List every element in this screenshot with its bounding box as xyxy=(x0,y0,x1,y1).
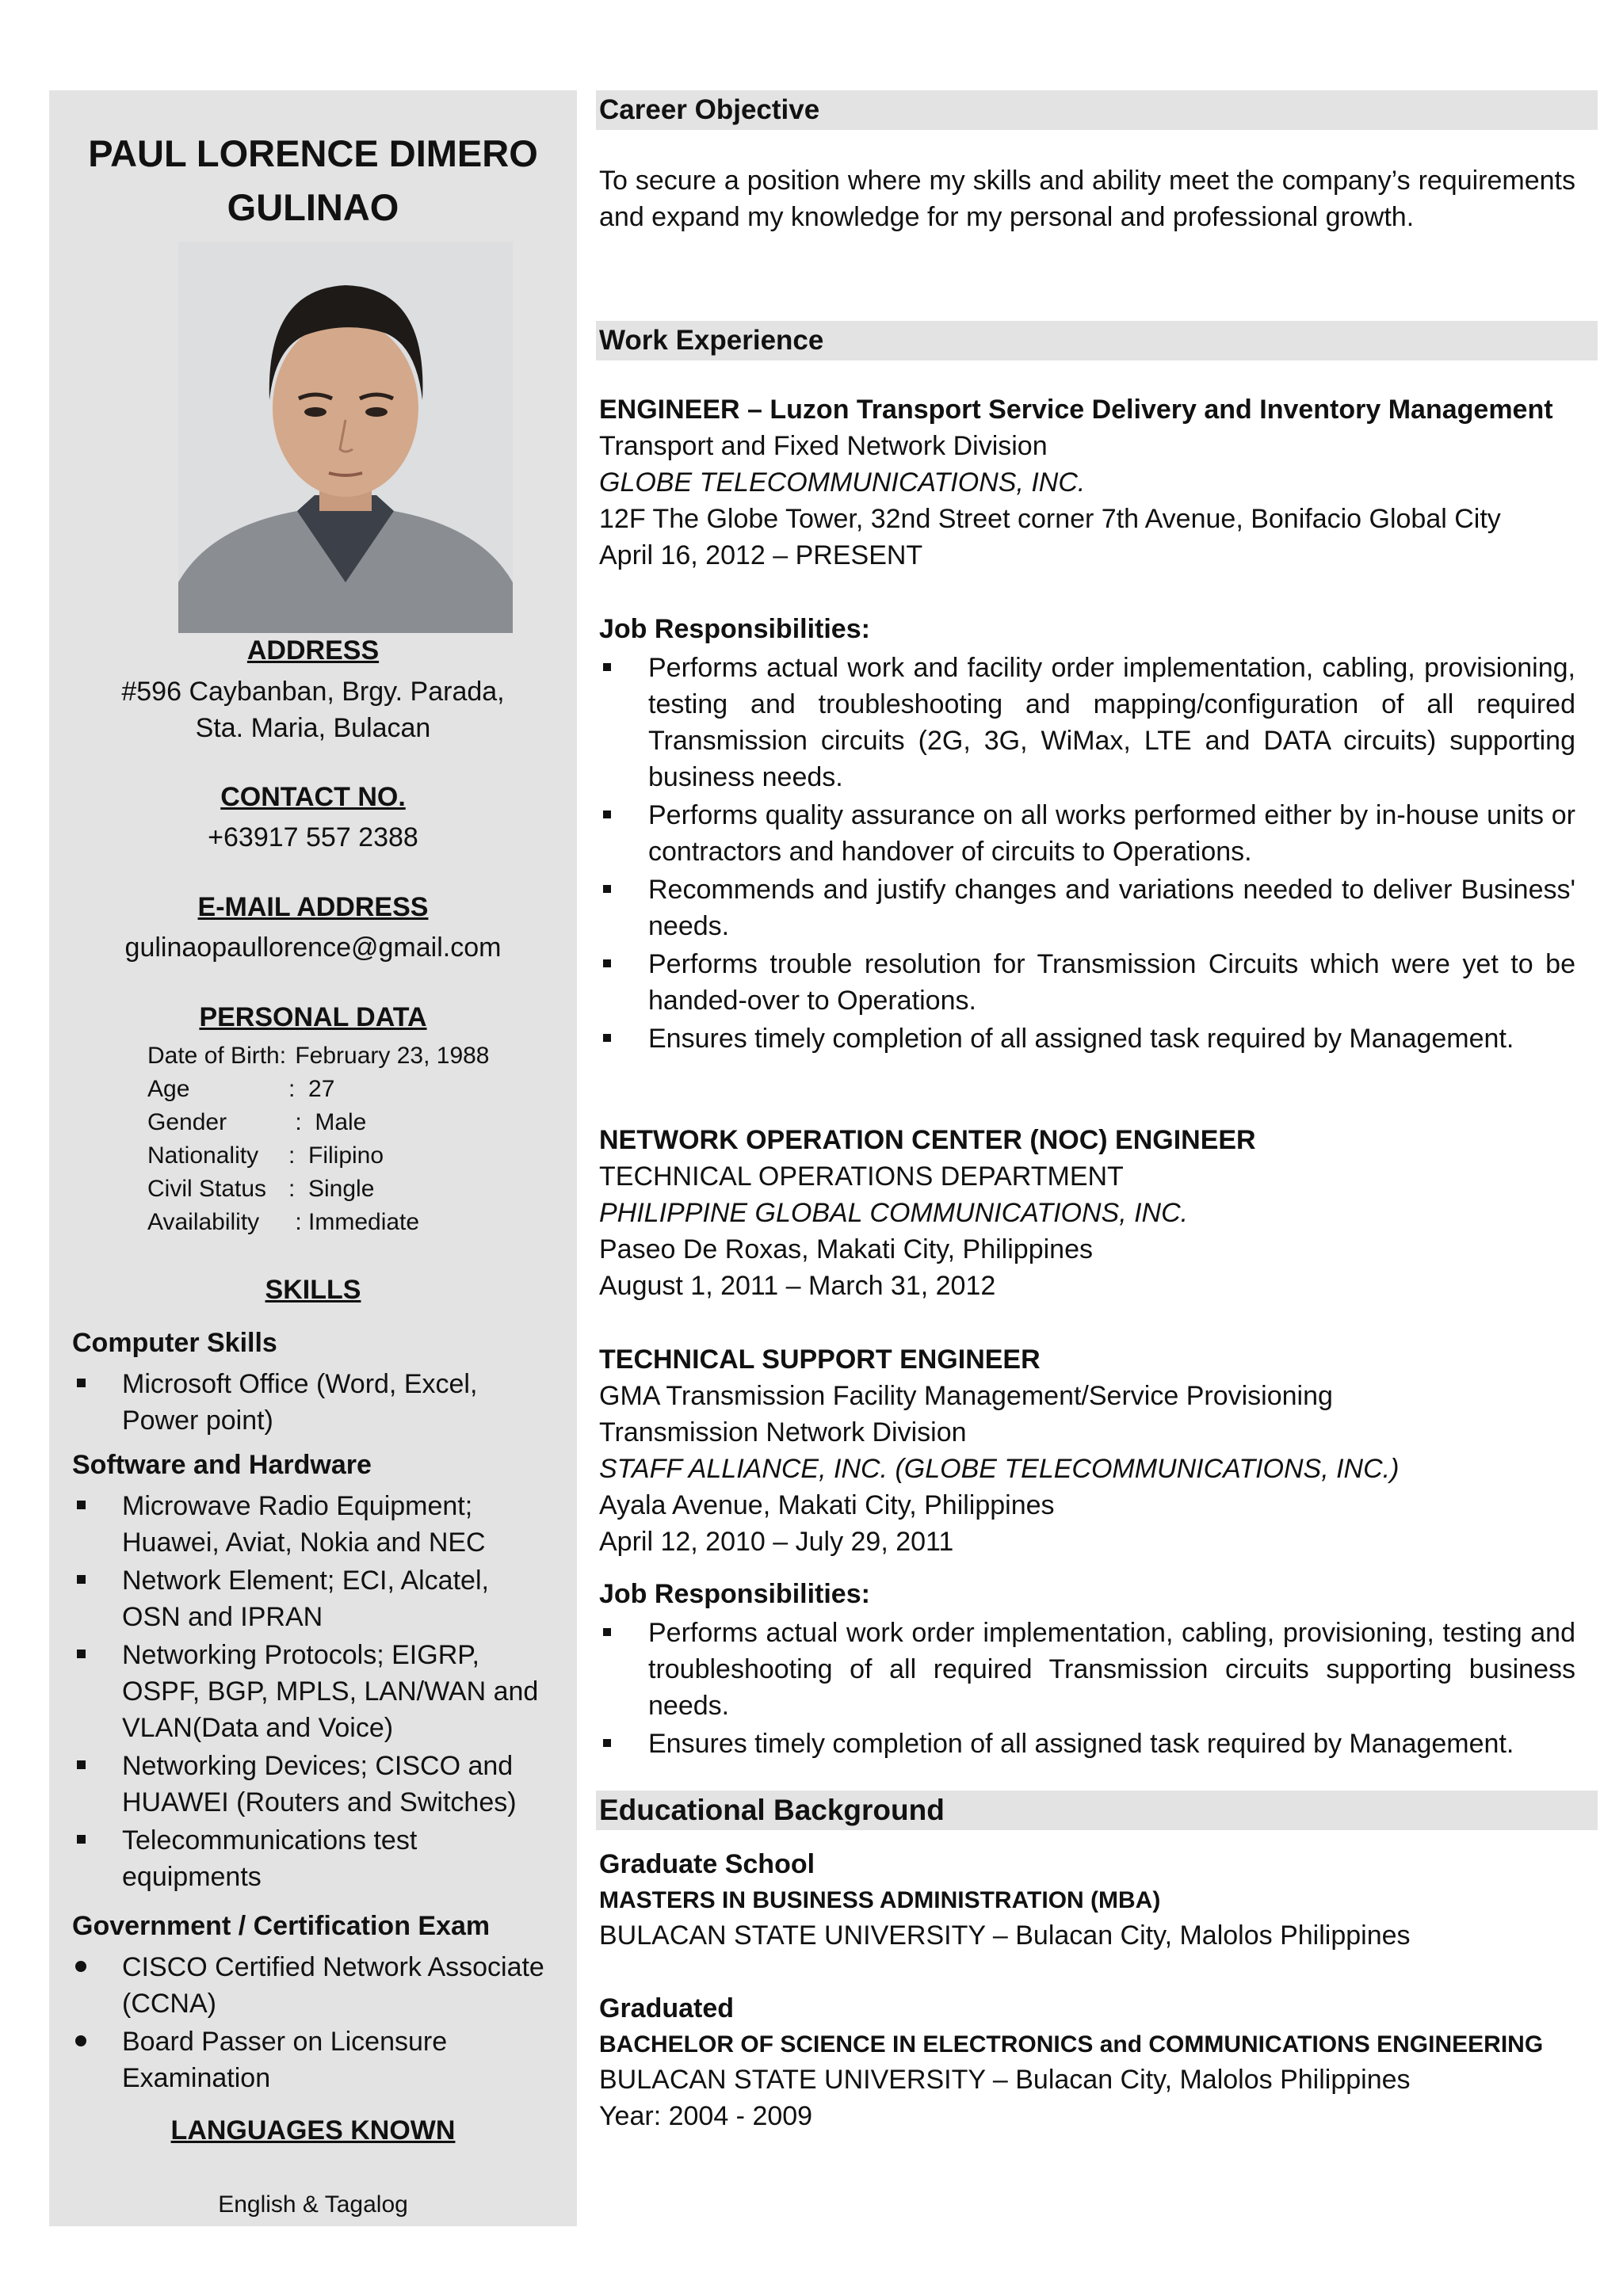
square-bullet-icon xyxy=(603,1739,611,1747)
job1-address: 12F The Globe Tower, 32nd Street corner 7th Avenue, Bonifacio Global City xyxy=(599,504,1501,534)
job3-responsibilities xyxy=(599,1615,1575,1764)
email-heading: E-MAIL ADDRESS xyxy=(197,892,429,922)
college-heading: Graduated xyxy=(599,1993,735,2023)
college-year: Year: 2004 - 2009 xyxy=(599,2101,813,2131)
job1-dates: April 16, 2012 – PRESENT xyxy=(599,540,923,570)
square-bullet-icon xyxy=(77,1379,86,1387)
contact-value: +63917 557 2388 xyxy=(208,822,418,852)
job3-title: TECHNICAL SUPPORT ENGINEER xyxy=(599,1344,1041,1375)
list-item: Network Element; ECI, Alcatel, OSN and IPRAN xyxy=(72,1562,548,1635)
software-hardware-list xyxy=(72,1488,548,1897)
profile-photo xyxy=(178,242,513,633)
job3-responsibilities-heading: Job Responsibilities: xyxy=(599,1579,870,1609)
grad-school-name: BULACAN STATE UNIVERSITY – Bulacan City, Malolos Philippines xyxy=(599,1920,1411,1951)
computer-skills-list xyxy=(72,1366,548,1440)
pd-value: : Immediate xyxy=(288,1209,420,1235)
applicant-name: PAUL LORENCE DIMERO GULINAO xyxy=(88,132,538,228)
job1-responsibilities xyxy=(599,650,1575,1058)
certification-list xyxy=(72,1949,548,2098)
list-item: Microwave Radio Equipment; Huawei, Aviat, Nokia and NEC xyxy=(72,1488,548,1561)
email-value: gulinaopaullorence@gmail.com xyxy=(124,933,502,963)
list-item: CISCO Certified Network Associate (CCNA) xyxy=(72,1949,548,2022)
list-item: Performs actual work order implementation, cabling, provisioning, testing and troubleshooting of all required Transmission circuits supporting business needs. xyxy=(599,1615,1575,1724)
square-bullet-icon xyxy=(77,1835,86,1844)
grad-school-heading: Graduate School xyxy=(599,1849,815,1879)
pd-row-nationality xyxy=(147,1139,384,1173)
certification-heading: Government / Certification Exam xyxy=(72,1911,491,1941)
work-experience-heading: Work Experience xyxy=(596,321,1598,360)
job3-dates: April 12, 2010 – July 29, 2011 xyxy=(599,1527,954,1557)
skills-heading: SKILLS xyxy=(265,1275,361,1305)
list-item: Ensures timely completion of all assigned task required by Management. xyxy=(599,1020,1575,1057)
pd-label: Civil Status xyxy=(147,1176,267,1202)
list-item: Networking Protocols; EIGRP, OSPF, BGP, MPLS, LAN/WAN and VLAN(Data and Voice) xyxy=(72,1637,548,1746)
round-bullet-icon xyxy=(75,1961,86,1972)
languages-heading: LANGUAGES KNOWN xyxy=(170,2115,456,2145)
pd-label: Nationality xyxy=(147,1142,259,1169)
grad-degree: MASTERS IN BUSINESS ADMINISTRATION (MBA) xyxy=(599,1887,1161,1913)
pd-value: : Filipino xyxy=(288,1142,384,1169)
job1-title: ENGINEER – Luzon Transport Service Delivery and Inventory Management xyxy=(599,395,1553,425)
square-bullet-icon xyxy=(77,1760,86,1769)
square-bullet-icon xyxy=(603,1034,611,1042)
list-item: Microsoft Office (Word, Excel, Power point) xyxy=(72,1366,548,1439)
pd-value: : Single xyxy=(288,1176,375,1202)
list-item: Telecommunications test equipments xyxy=(72,1822,548,1895)
college-school-name: BULACAN STATE UNIVERSITY – Bulacan City, Malolos Philippines xyxy=(599,2065,1411,2095)
square-bullet-icon xyxy=(603,959,611,967)
software-hardware-heading: Software and Hardware xyxy=(72,1450,372,1480)
computer-skills-heading: Computer Skills xyxy=(72,1328,277,1358)
career-objective-text: To secure a position where my skills and ability meet the company’s requirements and expand my knowledge for my personal and professional growth. xyxy=(599,166,1575,232)
job3-address: Ayala Avenue, Makati City, Philippines xyxy=(599,1490,1055,1520)
job2-address: Paseo De Roxas, Makati City, Philippines xyxy=(599,1234,1093,1264)
pd-label: Availability xyxy=(147,1209,260,1235)
contact-heading: CONTACT NO. xyxy=(220,782,406,812)
square-bullet-icon xyxy=(603,1628,611,1636)
pd-row-availability xyxy=(147,1206,419,1239)
pd-label: Gender xyxy=(147,1109,227,1135)
pd-label: Date of Birth: xyxy=(147,1043,287,1069)
job1-division: Transport and Fixed Network Division xyxy=(599,431,1048,461)
pd-row-gender xyxy=(147,1106,366,1139)
list-item: Networking Devices; CISCO and HUAWEI (Routers and Switches) xyxy=(72,1748,548,1821)
list-item: Performs trouble resolution for Transmission Circuits which were yet to be handed-over to Operations. xyxy=(599,946,1575,1019)
job3-division: Transmission Network Division xyxy=(599,1417,967,1447)
pd-value: : 27 xyxy=(288,1076,335,1102)
pd-value: : Male xyxy=(288,1109,367,1135)
list-item: Ensures timely completion of all assigned task required by Management. xyxy=(599,1726,1575,1762)
job1-company: GLOBE TELECOMMUNICATIONS, INC. xyxy=(599,467,1086,498)
list-item: Recommends and justify changes and variations needed to deliver Business' needs. xyxy=(599,871,1575,944)
pd-row-civil-status xyxy=(147,1173,374,1206)
square-bullet-icon xyxy=(77,1501,86,1509)
square-bullet-icon xyxy=(603,810,611,818)
pd-row-dob xyxy=(147,1039,490,1073)
list-item: Board Passer on Licensure Examination xyxy=(72,2023,548,2096)
education-heading: Educational Background xyxy=(596,1791,1598,1830)
job2-dates: August 1, 2011 – March 31, 2012 xyxy=(599,1271,996,1301)
college-degree: BACHELOR OF SCIENCE IN ELECTRONICS and COMMUNICATIONS ENGINEERING xyxy=(599,2031,1544,2058)
career-objective-heading: Career Objective xyxy=(596,90,1598,130)
job2-department: TECHNICAL OPERATIONS DEPARTMENT xyxy=(599,1161,1124,1192)
pd-row-age xyxy=(147,1073,334,1106)
list-item: Performs actual work and facility order implementation, cabling, provisioning, testing and troubleshooting and mapping/configuration of all required Transmission circuits (2G, 3G, WiMax, LTE and DATA circuits) supporting business needs. xyxy=(599,650,1575,795)
pd-value: February 23, 1988 xyxy=(288,1043,490,1069)
square-bullet-icon xyxy=(603,885,611,893)
pd-label: Age xyxy=(147,1076,190,1102)
personal-data-heading: PERSONAL DATA xyxy=(199,1002,427,1032)
job2-company: PHILIPPINE GLOBAL COMMUNICATIONS, INC. xyxy=(599,1198,1189,1228)
job3-unit: GMA Transmission Facility Management/Service Provisioning xyxy=(599,1381,1333,1411)
square-bullet-icon xyxy=(603,663,611,671)
job2-title: NETWORK OPERATION CENTER (NOC) ENGINEER xyxy=(599,1125,1256,1155)
round-bullet-icon xyxy=(75,2035,86,2046)
languages-value: English & Tagalog xyxy=(218,2191,408,2218)
square-bullet-icon xyxy=(77,1650,86,1658)
list-item: Performs quality assurance on all works performed either by in-house units or contractors and handover of circuits to Operations. xyxy=(599,797,1575,870)
address-value: #596 Caybanban, Brgy. Parada, Sta. Maria, Bulacan xyxy=(121,677,505,743)
job1-responsibilities-heading: Job Responsibilities: xyxy=(599,614,870,644)
address-heading: ADDRESS xyxy=(246,635,380,666)
job3-company: STAFF ALLIANCE, INC. (GLOBE TELECOMMUNICATIONS, INC.) xyxy=(599,1454,1400,1484)
square-bullet-icon xyxy=(77,1575,86,1584)
